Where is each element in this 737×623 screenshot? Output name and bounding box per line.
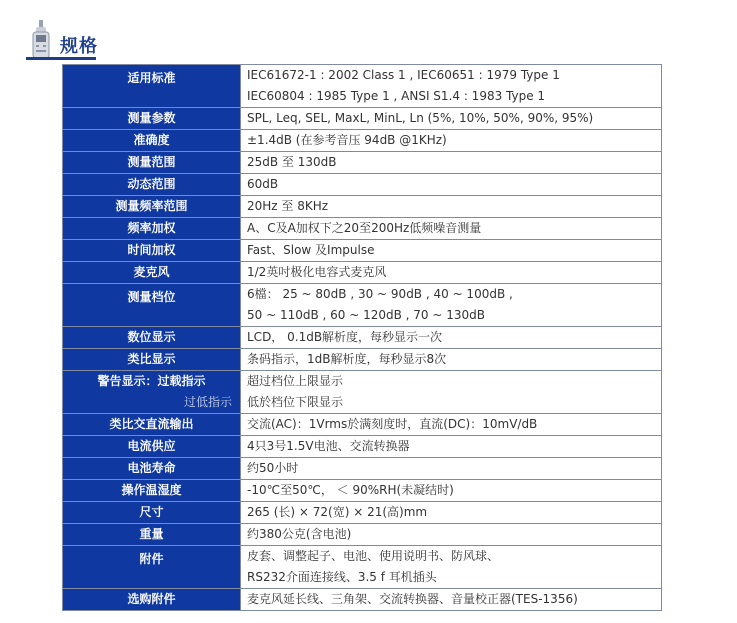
spec-value xyxy=(241,152,662,174)
title-underline xyxy=(26,57,96,60)
spec-label-text: 选购附件 xyxy=(127,592,176,606)
spec-row xyxy=(63,371,662,414)
spec-row xyxy=(63,240,662,262)
spec-value xyxy=(241,174,662,196)
section-header xyxy=(26,20,716,62)
spec-value xyxy=(241,480,662,502)
spec-label-text: 类比显示 xyxy=(127,352,176,366)
spec-label xyxy=(63,327,241,349)
spec-row xyxy=(63,589,662,611)
spec-value-line: 4只3号1.5V电池、交流转换器 xyxy=(247,439,410,453)
spec-value xyxy=(241,130,662,152)
spec-value-line: Fast、Slow 及Impulse xyxy=(247,243,375,257)
spec-value-line: -10℃至50℃， ＜ 90%RH(未凝结时) xyxy=(247,483,454,497)
spec-label xyxy=(63,218,241,240)
spec-value-line: 条码指示，1dB解析度，每秒显示8次 xyxy=(247,352,447,366)
spec-value-line: 6檔： 25 ~ 80dB , 30 ~ 90dB , 40 ~ 100dB , xyxy=(247,287,513,301)
spec-label-sub-text: 过低指示 xyxy=(183,395,232,409)
spec-label xyxy=(63,196,241,218)
spec-label xyxy=(63,152,241,174)
spec-value-line: 约50小时 xyxy=(247,461,299,475)
spec-value xyxy=(241,327,662,349)
spec-row xyxy=(63,349,662,371)
spec-label xyxy=(63,589,241,611)
spec-row xyxy=(63,480,662,502)
spec-value xyxy=(241,589,662,611)
spec-value-line: 265 (长) × 72(宽) × 21(高)mm xyxy=(247,505,428,519)
spec-row xyxy=(63,524,662,546)
spec-value-line: SPL, Leq, SEL, MaxL, MinL, Ln (5%, 10%, 50%, 90%, 95%) xyxy=(247,111,594,125)
spec-row xyxy=(63,327,662,349)
spec-value xyxy=(241,371,662,414)
spec-label-text: 警告显示：过载指示 xyxy=(97,374,206,388)
spec-value-line: ±1.4dB (在参考音压 94dB @1KHz) xyxy=(247,133,447,147)
spec-label xyxy=(63,458,241,480)
spec-label-text: 动态范围 xyxy=(127,177,176,191)
spec-label xyxy=(63,436,241,458)
spec-label-text: 电流供应 xyxy=(127,439,176,453)
spec-row xyxy=(63,284,662,327)
spec-value-line: 超过档位上限显示 xyxy=(247,374,344,388)
spec-label xyxy=(63,262,241,284)
spec-value xyxy=(241,502,662,524)
spec-value-line: IEC60804 : 1985 Type 1 , ANSI S1.4 : 1983 Type 1 xyxy=(247,89,546,103)
spec-label xyxy=(63,414,241,436)
spec-label-text: 测量频率范围 xyxy=(115,199,188,213)
spec-value xyxy=(241,546,662,589)
spec-value-line: 低於档位下限显示 xyxy=(247,395,344,409)
spec-label xyxy=(63,174,241,196)
spec-row xyxy=(63,546,662,589)
spec-label-text: 尺寸 xyxy=(139,505,164,519)
spec-value xyxy=(241,65,662,108)
sound-meter-icon xyxy=(30,20,52,60)
spec-label-text: 测量档位 xyxy=(127,290,176,304)
spec-label-text: 测量参数 xyxy=(127,111,176,125)
spec-label xyxy=(63,349,241,371)
spec-row xyxy=(63,174,662,196)
spec-value xyxy=(241,284,662,327)
spec-row xyxy=(63,108,662,130)
spec-label-text: 重量 xyxy=(139,527,164,541)
spec-value-line: IEC61672-1 : 2002 Class 1 , IEC60651 : 1979 Type 1 xyxy=(247,68,560,82)
spec-row xyxy=(63,196,662,218)
page-title: 规格 xyxy=(60,36,98,57)
spec-value-line: 20Hz 至 8KHz xyxy=(247,199,329,213)
spec-value xyxy=(241,196,662,218)
spec-row xyxy=(63,502,662,524)
spec-value-line: 25dB 至 130dB xyxy=(247,155,337,169)
spec-label xyxy=(63,240,241,262)
spec-row xyxy=(63,152,662,174)
spec-row xyxy=(63,218,662,240)
spec-label xyxy=(63,546,241,589)
spec-value xyxy=(241,414,662,436)
spec-label-text: 时间加权 xyxy=(127,243,176,257)
spec-value-line: A、C及A加权下之20至200Hz低频噪音测量 xyxy=(247,221,482,235)
spec-label-text: 准确度 xyxy=(133,133,170,147)
spec-value xyxy=(241,524,662,546)
spec-row xyxy=(63,130,662,152)
spec-value-line: RS232介面连接线、3.5 f 耳机插头 xyxy=(247,570,437,584)
spec-label xyxy=(63,480,241,502)
spec-label xyxy=(63,371,241,414)
spec-row xyxy=(63,458,662,480)
spec-value xyxy=(241,349,662,371)
spec-label-text: 测量范围 xyxy=(127,155,176,169)
spec-value-line: 50 ~ 110dB , 60 ~ 120dB , 70 ~ 130dB xyxy=(247,308,486,322)
spec-label-text: 类比交直流输出 xyxy=(109,417,194,431)
spec-value-line: 交流(AC)：1Vrms於满刻度时，直流(DC)：10mV/dB xyxy=(247,417,538,431)
spec-value-line: 1/2英吋极化电容式麦克风 xyxy=(247,265,387,279)
spec-label xyxy=(63,65,241,108)
spec-label xyxy=(63,284,241,327)
spec-value xyxy=(241,108,662,130)
spec-row xyxy=(63,436,662,458)
spec-value-line: 麦克风延长线、三角架、交流转换器、音量校正器(TES-1356) xyxy=(247,592,578,606)
spec-label-text: 电池寿命 xyxy=(127,461,176,475)
spec-value xyxy=(241,436,662,458)
spec-row xyxy=(63,65,662,108)
spec-label-text: 附件 xyxy=(139,552,164,566)
spec-value xyxy=(241,262,662,284)
spec-value xyxy=(241,458,662,480)
spec-value xyxy=(241,240,662,262)
spec-label xyxy=(63,524,241,546)
spec-row xyxy=(63,262,662,284)
spec-label-text: 操作温湿度 xyxy=(121,483,182,497)
spec-label-text: 数位显示 xyxy=(127,330,176,344)
spec-value-line: 60dB xyxy=(247,177,279,191)
spec-table xyxy=(62,64,662,611)
spec-label-text: 频率加权 xyxy=(127,221,176,235)
spec-label xyxy=(63,130,241,152)
spec-value xyxy=(241,218,662,240)
spec-value-line: 皮套、调整起子、电池、使用说明书、防风球、 xyxy=(247,549,500,563)
spec-label xyxy=(63,502,241,524)
spec-row xyxy=(63,414,662,436)
spec-label xyxy=(63,108,241,130)
spec-value-line: LCD， 0.1dB解析度，每秒显示一次 xyxy=(247,330,443,344)
spec-value-line: 约380公克(含电池) xyxy=(247,527,352,541)
spec-label-text: 麦克风 xyxy=(133,265,170,279)
spec-label-text: 适用标准 xyxy=(127,71,176,85)
